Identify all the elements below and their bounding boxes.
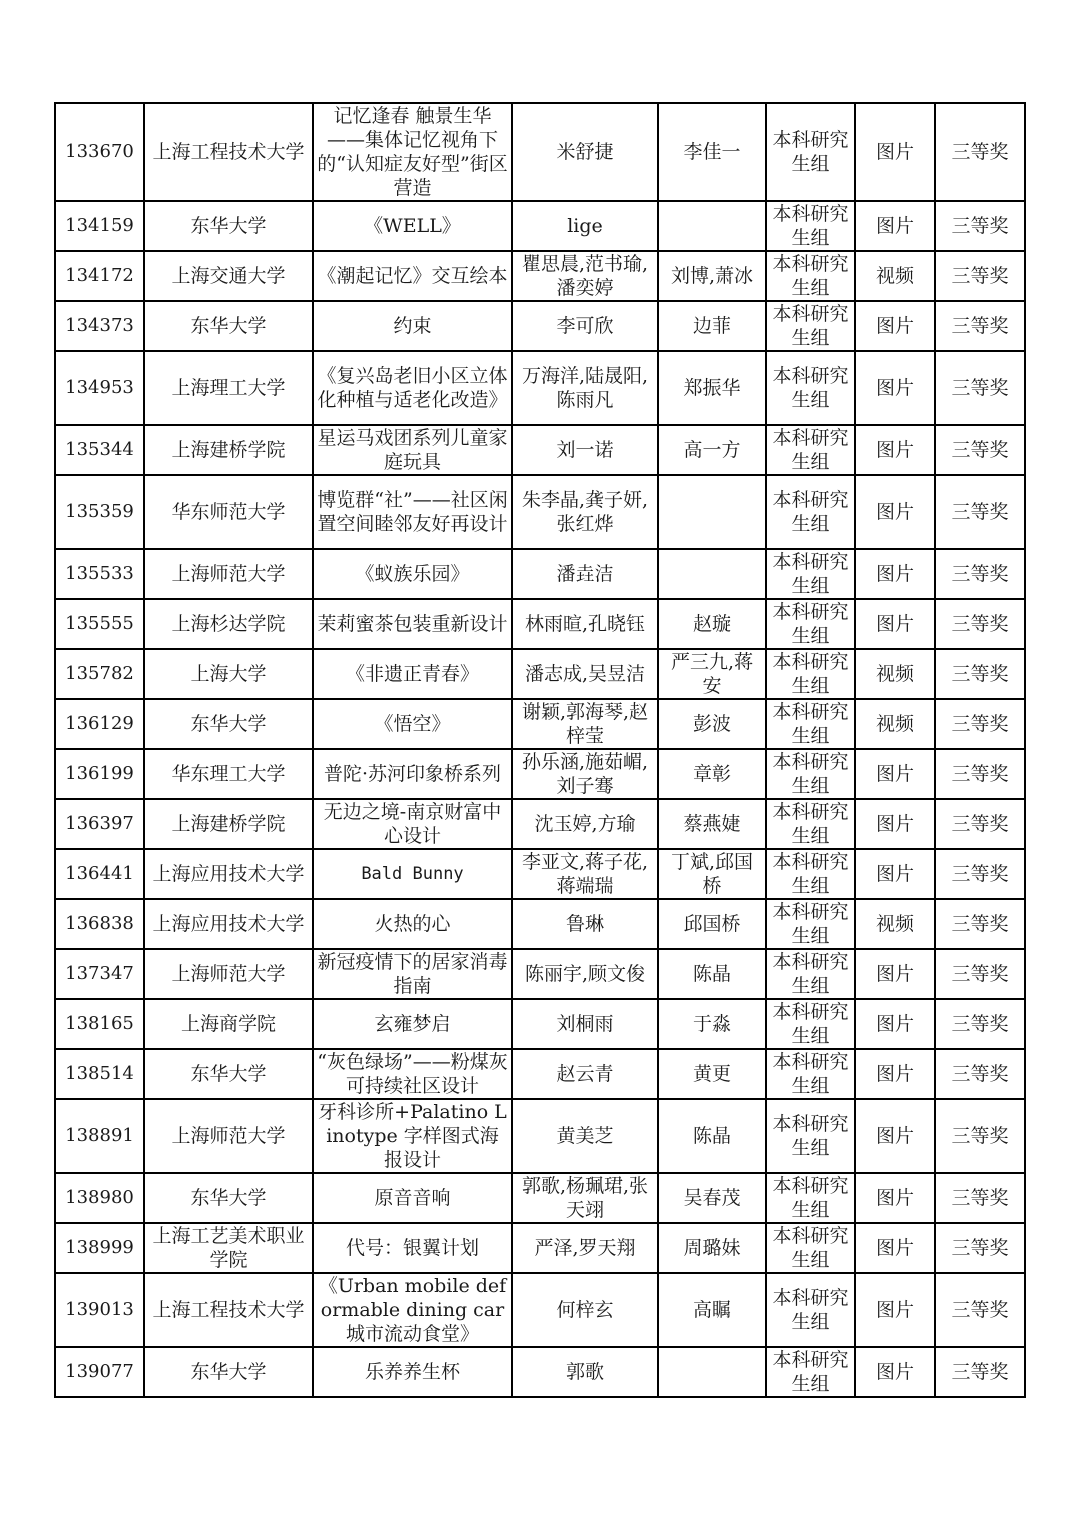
- award-level: 三等奖: [935, 351, 1025, 425]
- school-name: 上海建桥学院: [144, 425, 313, 475]
- entry-id: 134373: [55, 301, 144, 351]
- award-level: 三等奖: [935, 1173, 1025, 1223]
- table-row: [55, 201, 1025, 251]
- advisor-names: 黄更: [658, 1049, 766, 1099]
- award-level: 三等奖: [935, 599, 1025, 649]
- work-title: 《复兴岛老旧小区立体化种植与适老化改造》: [313, 351, 512, 425]
- school-name: 上海工程技术大学: [144, 1273, 313, 1347]
- author-names: 刘桐雨: [512, 999, 658, 1049]
- school-name: 上海交通大学: [144, 251, 313, 301]
- work-type: 图片: [855, 103, 935, 201]
- award-level: 三等奖: [935, 749, 1025, 799]
- entry-id: 133670: [55, 103, 144, 201]
- author-names: 谢颖,郭海琴,赵梓莹: [512, 699, 658, 749]
- table-row: [55, 899, 1025, 949]
- group-category: 本科研究生组: [766, 351, 855, 425]
- author-names: 刘一诺: [512, 425, 658, 475]
- author-names: 米舒捷: [512, 103, 658, 201]
- award-level: 三等奖: [935, 1049, 1025, 1099]
- school-name: 上海杉达学院: [144, 599, 313, 649]
- work-type: 图片: [855, 425, 935, 475]
- entry-id: 139077: [55, 1347, 144, 1397]
- school-name: 上海工艺美术职业学院: [144, 1223, 313, 1273]
- work-title: 《Urban mobile deformable dining car 城市流动食堂》: [313, 1273, 512, 1347]
- award-level: 三等奖: [935, 999, 1025, 1049]
- table-row: [55, 1099, 1025, 1173]
- work-title: 代号：银翼计划: [313, 1223, 512, 1273]
- work-title: 普陀·苏河印象桥系列: [313, 749, 512, 799]
- table-row: [55, 1173, 1025, 1223]
- school-name: 上海应用技术大学: [144, 899, 313, 949]
- author-names: 沈玉婷,方瑜: [512, 799, 658, 849]
- advisor-names: 于淼: [658, 999, 766, 1049]
- award-level: 三等奖: [935, 251, 1025, 301]
- award-level: 三等奖: [935, 425, 1025, 475]
- advisor-names: 李佳一: [658, 103, 766, 201]
- entry-id: 136199: [55, 749, 144, 799]
- work-type: 视频: [855, 251, 935, 301]
- entry-id: 136129: [55, 699, 144, 749]
- advisor-names: 丁斌,邱国桥: [658, 849, 766, 899]
- work-type: 图片: [855, 1273, 935, 1347]
- work-title: Bald Bunny: [313, 849, 512, 899]
- group-category: 本科研究生组: [766, 749, 855, 799]
- table-row: [55, 549, 1025, 599]
- author-names: 黄美芝: [512, 1099, 658, 1173]
- advisor-names: 陈晶: [658, 1099, 766, 1173]
- advisor-names: 赵璇: [658, 599, 766, 649]
- award-level: 三等奖: [935, 699, 1025, 749]
- entry-id: 135782: [55, 649, 144, 699]
- group-category: 本科研究生组: [766, 251, 855, 301]
- awards-table: [54, 102, 1026, 1398]
- advisor-names: 严三九,蒋安: [658, 649, 766, 699]
- award-level: 三等奖: [935, 899, 1025, 949]
- work-type: 视频: [855, 899, 935, 949]
- work-title: 《非遗正青春》: [313, 649, 512, 699]
- table-row: [55, 103, 1025, 201]
- table-row: [55, 475, 1025, 549]
- advisor-names: 吴春茂: [658, 1173, 766, 1223]
- author-names: 万海洋,陆晟阳,陈雨凡: [512, 351, 658, 425]
- entry-id: 135555: [55, 599, 144, 649]
- work-type: 图片: [855, 949, 935, 999]
- work-type: 图片: [855, 999, 935, 1049]
- work-title: 茉莉蜜茶包装重新设计: [313, 599, 512, 649]
- work-type: 视频: [855, 649, 935, 699]
- author-names: 孙乐涵,施茹嵋,刘子骞: [512, 749, 658, 799]
- table-row: [55, 1347, 1025, 1397]
- author-names: 李可欣: [512, 301, 658, 351]
- work-title: “灰色绿场”——粉煤灰可持续社区设计: [313, 1049, 512, 1099]
- advisor-names: 郑振华: [658, 351, 766, 425]
- work-type: 图片: [855, 351, 935, 425]
- group-category: 本科研究生组: [766, 649, 855, 699]
- advisor-names: 高瞩: [658, 1273, 766, 1347]
- school-name: 东华大学: [144, 699, 313, 749]
- award-level: 三等奖: [935, 1223, 1025, 1273]
- entry-id: 134172: [55, 251, 144, 301]
- table-row: [55, 649, 1025, 699]
- table-row: [55, 799, 1025, 849]
- table-row: [55, 351, 1025, 425]
- group-category: 本科研究生组: [766, 549, 855, 599]
- work-type: 图片: [855, 599, 935, 649]
- group-category: 本科研究生组: [766, 1173, 855, 1223]
- work-title: 《悟空》: [313, 699, 512, 749]
- school-name: 华东师范大学: [144, 475, 313, 549]
- work-title: 《蚁族乐园》: [313, 549, 512, 599]
- advisor-names: 蔡燕婕: [658, 799, 766, 849]
- group-category: 本科研究生组: [766, 799, 855, 849]
- work-type: 视频: [855, 699, 935, 749]
- author-names: lige: [512, 201, 658, 251]
- group-category: 本科研究生组: [766, 301, 855, 351]
- group-category: 本科研究生组: [766, 949, 855, 999]
- school-name: 上海师范大学: [144, 549, 313, 599]
- group-category: 本科研究生组: [766, 1347, 855, 1397]
- work-title: 玄雍梦启: [313, 999, 512, 1049]
- entry-id: 135533: [55, 549, 144, 599]
- work-type: 图片: [855, 301, 935, 351]
- group-category: 本科研究生组: [766, 599, 855, 649]
- advisor-names: [658, 201, 766, 251]
- award-level: 三等奖: [935, 849, 1025, 899]
- group-category: 本科研究生组: [766, 201, 855, 251]
- work-title: 原音音响: [313, 1173, 512, 1223]
- author-names: 林雨暄,孔晓钰: [512, 599, 658, 649]
- table-row: [55, 849, 1025, 899]
- entry-id: 135344: [55, 425, 144, 475]
- award-level: 三等奖: [935, 301, 1025, 351]
- author-names: 鲁琳: [512, 899, 658, 949]
- author-names: 朱李晶,龚子妍,张红烨: [512, 475, 658, 549]
- work-title: 《潮起记忆》交互绘本: [313, 251, 512, 301]
- school-name: 东华大学: [144, 1347, 313, 1397]
- award-level: 三等奖: [935, 949, 1025, 999]
- group-category: 本科研究生组: [766, 475, 855, 549]
- school-name: 上海应用技术大学: [144, 849, 313, 899]
- work-type: 图片: [855, 1099, 935, 1173]
- work-title: 新冠疫情下的居家消毒指南: [313, 949, 512, 999]
- advisor-names: 周璐妹: [658, 1223, 766, 1273]
- author-names: 严泽,罗天翔: [512, 1223, 658, 1273]
- advisor-names: [658, 475, 766, 549]
- group-category: 本科研究生组: [766, 1273, 855, 1347]
- entry-id: 136838: [55, 899, 144, 949]
- group-category: 本科研究生组: [766, 1099, 855, 1173]
- advisor-names: [658, 1347, 766, 1397]
- table-row: [55, 599, 1025, 649]
- group-category: 本科研究生组: [766, 1049, 855, 1099]
- advisor-names: 章彰: [658, 749, 766, 799]
- work-title: 《WELL》: [313, 201, 512, 251]
- award-level: 三等奖: [935, 201, 1025, 251]
- work-type: 图片: [855, 475, 935, 549]
- entry-id: 138514: [55, 1049, 144, 1099]
- school-name: 东华大学: [144, 301, 313, 351]
- work-type: 图片: [855, 849, 935, 899]
- entry-id: 138891: [55, 1099, 144, 1173]
- entry-id: 134159: [55, 201, 144, 251]
- award-level: 三等奖: [935, 799, 1025, 849]
- table-body: [55, 103, 1025, 1397]
- table-row: [55, 1049, 1025, 1099]
- work-type: 图片: [855, 799, 935, 849]
- work-type: 图片: [855, 1347, 935, 1397]
- advisor-names: 高一方: [658, 425, 766, 475]
- advisor-names: 陈晶: [658, 949, 766, 999]
- work-type: 图片: [855, 749, 935, 799]
- award-level: 三等奖: [935, 1099, 1025, 1173]
- table-row: [55, 425, 1025, 475]
- advisor-names: 刘博,萧冰: [658, 251, 766, 301]
- school-name: 上海大学: [144, 649, 313, 699]
- group-category: 本科研究生组: [766, 103, 855, 201]
- work-type: 图片: [855, 1049, 935, 1099]
- school-name: 东华大学: [144, 201, 313, 251]
- work-title: 约束: [313, 301, 512, 351]
- author-names: 李亚文,蒋子花,蒋端瑞: [512, 849, 658, 899]
- table-row: [55, 999, 1025, 1049]
- work-type: 图片: [855, 549, 935, 599]
- award-level: 三等奖: [935, 1347, 1025, 1397]
- group-category: 本科研究生组: [766, 699, 855, 749]
- school-name: 东华大学: [144, 1173, 313, 1223]
- school-name: 东华大学: [144, 1049, 313, 1099]
- work-title: 星运马戏团系列儿童家庭玩具: [313, 425, 512, 475]
- group-category: 本科研究生组: [766, 899, 855, 949]
- table-row: [55, 301, 1025, 351]
- author-names: 郭歌: [512, 1347, 658, 1397]
- group-category: 本科研究生组: [766, 1223, 855, 1273]
- school-name: 上海师范大学: [144, 949, 313, 999]
- table-row: [55, 949, 1025, 999]
- group-category: 本科研究生组: [766, 999, 855, 1049]
- work-title: 博览群“社”——社区闲置空间睦邻友好再设计: [313, 475, 512, 549]
- work-title: 无边之境-南京财富中心设计: [313, 799, 512, 849]
- table-row: [55, 1273, 1025, 1347]
- table-row: [55, 1223, 1025, 1273]
- entry-id: 138999: [55, 1223, 144, 1273]
- table-row: [55, 251, 1025, 301]
- author-names: 何梓玄: [512, 1273, 658, 1347]
- author-names: 瞿思晨,范书瑜,潘奕婷: [512, 251, 658, 301]
- school-name: 上海商学院: [144, 999, 313, 1049]
- award-level: 三等奖: [935, 475, 1025, 549]
- entry-id: 134953: [55, 351, 144, 425]
- author-names: 潘志成,吴昱洁: [512, 649, 658, 699]
- award-level: 三等奖: [935, 1273, 1025, 1347]
- work-title: 乐养养生杯: [313, 1347, 512, 1397]
- table-row: [55, 749, 1025, 799]
- group-category: 本科研究生组: [766, 425, 855, 475]
- group-category: 本科研究生组: [766, 849, 855, 899]
- entry-id: 136441: [55, 849, 144, 899]
- author-names: 赵云青: [512, 1049, 658, 1099]
- school-name: 华东理工大学: [144, 749, 313, 799]
- author-names: 潘垚洁: [512, 549, 658, 599]
- work-type: 图片: [855, 1223, 935, 1273]
- school-name: 上海工程技术大学: [144, 103, 313, 201]
- school-name: 上海师范大学: [144, 1099, 313, 1173]
- author-names: 陈丽宇,顾文俊: [512, 949, 658, 999]
- advisor-names: 彭波: [658, 699, 766, 749]
- table-row: [55, 699, 1025, 749]
- entry-id: 137347: [55, 949, 144, 999]
- work-title: 记忆逢春 触景生华——集体记忆视角下的“认知症友好型”街区营造: [313, 103, 512, 201]
- advisor-names: [658, 549, 766, 599]
- work-type: 图片: [855, 201, 935, 251]
- award-level: 三等奖: [935, 103, 1025, 201]
- award-level: 三等奖: [935, 649, 1025, 699]
- advisor-names: 邱国桥: [658, 899, 766, 949]
- work-title: 牙科诊所+Palatino Linotype 字样图式海报设计: [313, 1099, 512, 1173]
- entry-id: 138165: [55, 999, 144, 1049]
- entry-id: 139013: [55, 1273, 144, 1347]
- work-title: 火热的心: [313, 899, 512, 949]
- entry-id: 136397: [55, 799, 144, 849]
- entry-id: 138980: [55, 1173, 144, 1223]
- award-level: 三等奖: [935, 549, 1025, 599]
- entry-id: 135359: [55, 475, 144, 549]
- school-name: 上海建桥学院: [144, 799, 313, 849]
- school-name: 上海理工大学: [144, 351, 313, 425]
- work-type: 图片: [855, 1173, 935, 1223]
- advisor-names: 边菲: [658, 301, 766, 351]
- author-names: 郭歌,杨珮珺,张天翊: [512, 1173, 658, 1223]
